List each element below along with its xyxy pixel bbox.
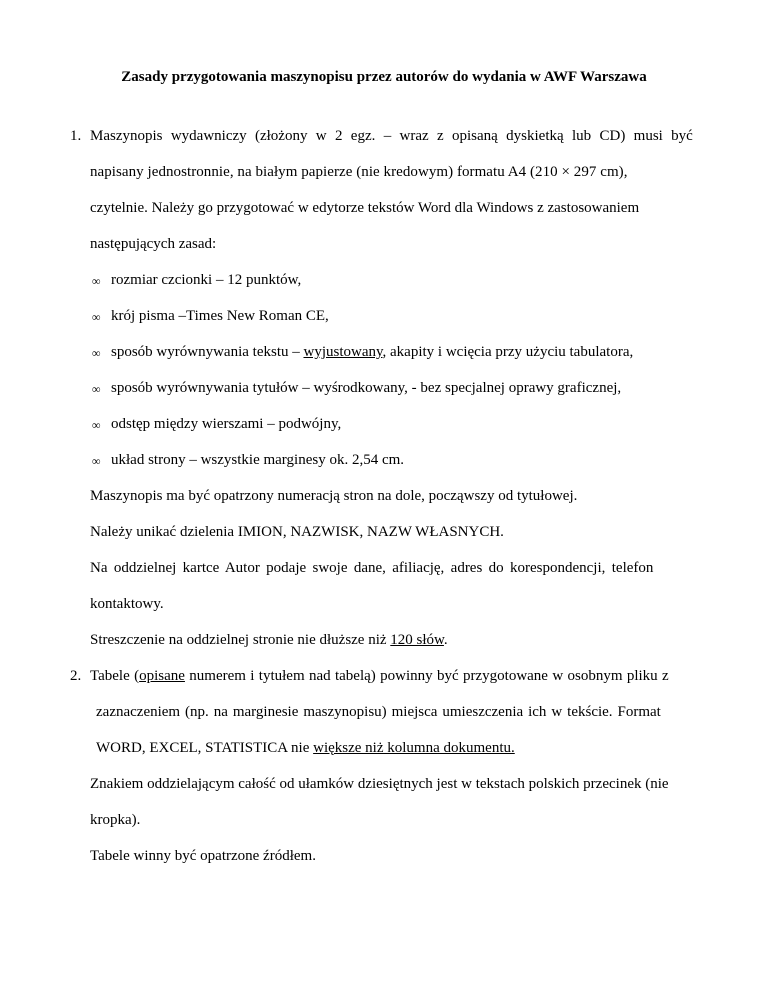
bullet-item-pre: sposób wyrównywania tekstu – [111,344,304,360]
item-1-line-2: napisany jednostronnie, na białym papierze (nie kredowym) formatu A4 (210 × 297 cm), [90,164,628,180]
item-2-line-1-pre: Tabele ( [90,668,140,684]
bullet-item: krój pisma –Times New Roman CE, [111,308,329,324]
item-2-line-1 [90,667,669,685]
paragraph-abstract-post: . [443,632,448,648]
item-1-line-1-word: dyskietką [506,128,564,144]
item-1-line-1 [90,127,693,145]
bullet-item: rozmiar czcionki – 12 punktów, [111,272,302,288]
item-1-line-1-word: w [315,128,327,144]
item-1-line-1-word: Maszynopis [90,128,163,144]
bullet-icon: ∞ [92,274,101,288]
bullet-icon: ∞ [92,454,101,468]
item-1-line-1-word: opisaną [452,128,498,144]
paragraph-author-line-2: kontaktowy. [90,596,164,612]
item-1-line-1-word: z [437,128,444,144]
item-1-line-3: czytelnie. Należy go przygotować w edytorze tekstów Word dla Windows z zastosowaniem [90,200,640,216]
bullet-item: odstęp między wierszami – podwójny, [111,416,342,432]
bullet-icon: ∞ [92,310,101,324]
item-1-line-1-word: musi [633,128,663,144]
item-1-line-1-word: lub [571,128,592,144]
item-1-line-1-word: – [383,128,392,144]
bullet-icon: ∞ [92,346,101,360]
item-1-line-1-word: wydawniczy [170,128,247,144]
paragraph-abstract-underlined: 120 słów [390,632,444,648]
bullet-icon: ∞ [92,418,101,432]
bullet-item [111,343,633,361]
item-2-line-2: zaznaczeniem (np. na marginesie maszynopisu) miejsca umieszczenia ich w tekście. Format [96,704,661,720]
paragraph-names: Należy unikać dzielenia IMION, NAZWISK, NAZW WŁASNYCH. [90,524,504,540]
item-2-line-1-post: numerem i tytułem nad tabelą) powinny być przygotowane w osobnym pliku z [184,668,669,684]
item-1-number: 1. [70,128,82,144]
paragraph-page-numbering: Maszynopis ma być opatrzony numeracją stron na dole, począwszy od tytułowej. [90,488,578,504]
item-1-line-1-word: wraz [399,128,429,144]
document-title: Zasady przygotowania maszynopisu przez autorów do wydania w AWF Warszawa [121,69,647,85]
paragraph-source: Tabele winny być opatrzone źródłem. [90,848,316,864]
item-1-line-1-word: (złożony [254,128,308,144]
paragraph-abstract-pre: Streszczenie na oddzielnej stronie nie dłuższe niż [90,632,391,648]
item-2-line-3-pre: WORD, EXCEL, STATISTICA nie [96,740,314,756]
item-1-line-1-word: CD) [599,128,626,144]
item-2-line-3-underlined: większe niż kolumna dokumentu. [313,740,515,756]
paragraph-decimal-line-2: kropka). [90,812,141,828]
item-1-line-1-word: egz. [350,128,376,144]
item-2-number: 2. [70,668,82,684]
paragraph-decimal-line-1: Znakiem oddzielającym całość od ułamków dziesiętnych jest w tekstach polskich przecinek (nie [90,776,669,792]
item-1-line-1-word: być [671,128,693,144]
paragraph-abstract [90,631,448,649]
bullet-icon: ∞ [92,382,101,396]
item-1-line-1-word: 2 [334,128,343,144]
bullet-item: sposób wyrównywania tytułów – wyśrodkowany, - bez specjalnej oprawy graficznej, [111,380,622,396]
item-2-line-1-underlined: opisane [139,668,185,684]
item-2-line-3 [96,739,515,757]
paragraph-author-line-1: Na oddzielnej kartce Autor podaje swoje dane, afiliację, adres do korespondencji, telefon [90,560,654,576]
item-1-line-4: następujących zasad: [90,236,217,252]
bullet-item-underlined: wyjustowany [303,344,383,360]
bullet-item-post: , akapity i wcięcia przy użyciu tabulatora, [382,344,634,360]
bullet-item: układ strony – wszystkie marginesy ok. 2,54 cm. [111,452,405,468]
